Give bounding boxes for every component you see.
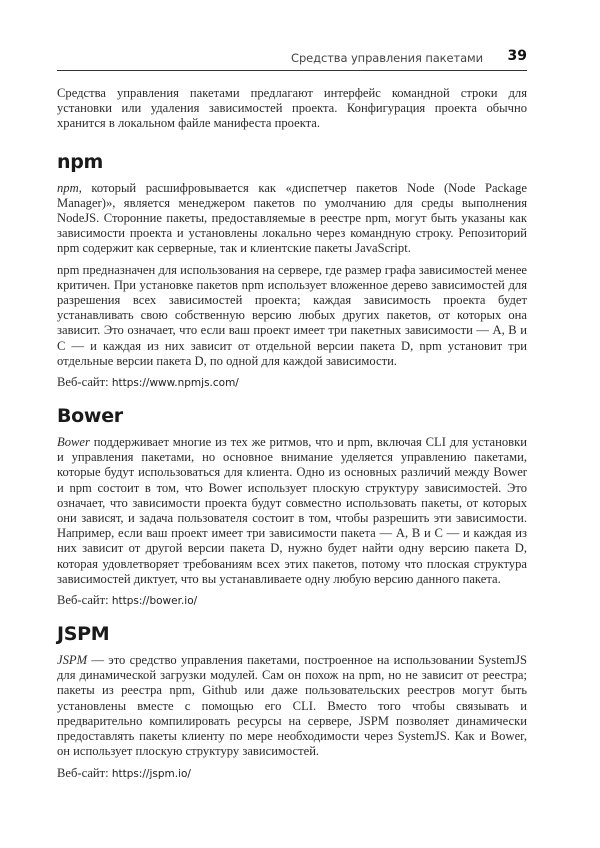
npm-paragraph-2: npm предназначен для использования на сервере, где размер графа зависимостей менее критичен. При установке пакетов npm использует вложенное дерево зависимостей для разрешения всех зависимостей проекта; каждая зависимость проекта будет устанавливать свою собственную версию любых других пакетов, от которых она зависит. Это означает, что если ваш проект имеет три пакетных зависимости — A, B и C — и каждая из них зависит от отдельной версии пакета D, npm установит три отдельные версии пакета D, по одной для каждой зависимости.	[57, 262, 527, 368]
npm-term: npm	[57, 180, 79, 195]
website-label: Веб-сайт:	[57, 765, 112, 780]
bower-term: Bower	[57, 435, 90, 450]
bower-paragraph-1-text: поддерживает многие из тех же ритмов, что и npm, включая CLI для установки и управления пакетами, но основное внимание уделяется управлению пакетами, которые будут использоваться для клиента. Одно из основных различий между Bower и npm состоит в том, что Bower использует плоскую структуру зависимостей. Это означает, что зависимости проекта будут совместно использовать пакеты, от которых они зависят, и задача пользователя состоит в том, чтобы разрешить эти зависимости. Например, если ваш проект имеет три зависимости пакета — A, B и C — и каждая из них зависит от другой версии пакета D, нужно будет найти одну версию пакета D, которая удовлетворяет требованиям всех этих пакетов, потому что плоская структура зависимостей диктует, что вы устанавливаете одну любую версию данного пакета.	[57, 435, 527, 586]
section-heading-npm: npm	[57, 150, 104, 173]
jspm-website-link[interactable]: https://jspm.io/	[111, 767, 191, 780]
jspm-term: JSPM	[57, 653, 88, 668]
npm-website-link[interactable]: https://www.npmjs.com/	[111, 377, 239, 390]
section-heading-jspm: JSPM	[57, 623, 110, 646]
section-heading-bower: Bower	[57, 405, 123, 428]
page-number: 39	[507, 48, 527, 64]
jspm-paragraph-1-text: — это средство управления пакетами, построенное на использовании SystemJS для динамической загрузки модулей. Сам он похож на npm, но не зависит от реестра; пакеты из реестра npm, Github или даже пользовательских реестров могут быть установлены вместе с помощью его CLI. Вместо того чтобы связывать и предварительно компилировать ресурсы на сервере, JSPM позволяет динамически предоставлять пакеты клиенту по мере необходимости через SystemJS. Как и Bower, он использует плоскую структуру зависимостей.	[57, 653, 527, 759]
section-bower	[57, 405, 527, 609]
jspm-website	[57, 766, 527, 782]
page-header	[57, 48, 527, 71]
section-jspm	[57, 623, 527, 781]
npm-website	[57, 375, 527, 391]
jspm-paragraph-1	[57, 653, 527, 759]
website-label: Веб-сайт:	[57, 593, 112, 608]
website-label: Веб-сайт:	[57, 375, 112, 390]
bower-paragraph-1	[57, 435, 527, 587]
intro-paragraph: Средства управления пакетами предлагают интерфейс командной строки для установки или удаления зависимостей проекта. Конфигурация проекта обычно хранится в локальном файле манифеста проекта.	[57, 86, 527, 131]
section-npm	[57, 151, 527, 391]
npm-paragraph-1	[57, 181, 527, 257]
bower-website	[57, 593, 527, 609]
running-title: Средства управления пакетами	[291, 51, 483, 65]
page-body	[57, 86, 527, 782]
npm-paragraph-1-text: , который расшифровывается как «диспетчер пакетов Node (Node Package Manager)», является менеджером пакетов по умолчанию для среды выполнения NodeJS. Сторонние пакеты, предоставляемые в реестре npm, могут быть указаны как зависимости проекта и установлены локально через командную строку. Репозиторий npm содержит как серверные, так и клиентские пакеты JavaScript.	[57, 180, 527, 256]
bower-website-link[interactable]: https://bower.io/	[111, 595, 198, 608]
